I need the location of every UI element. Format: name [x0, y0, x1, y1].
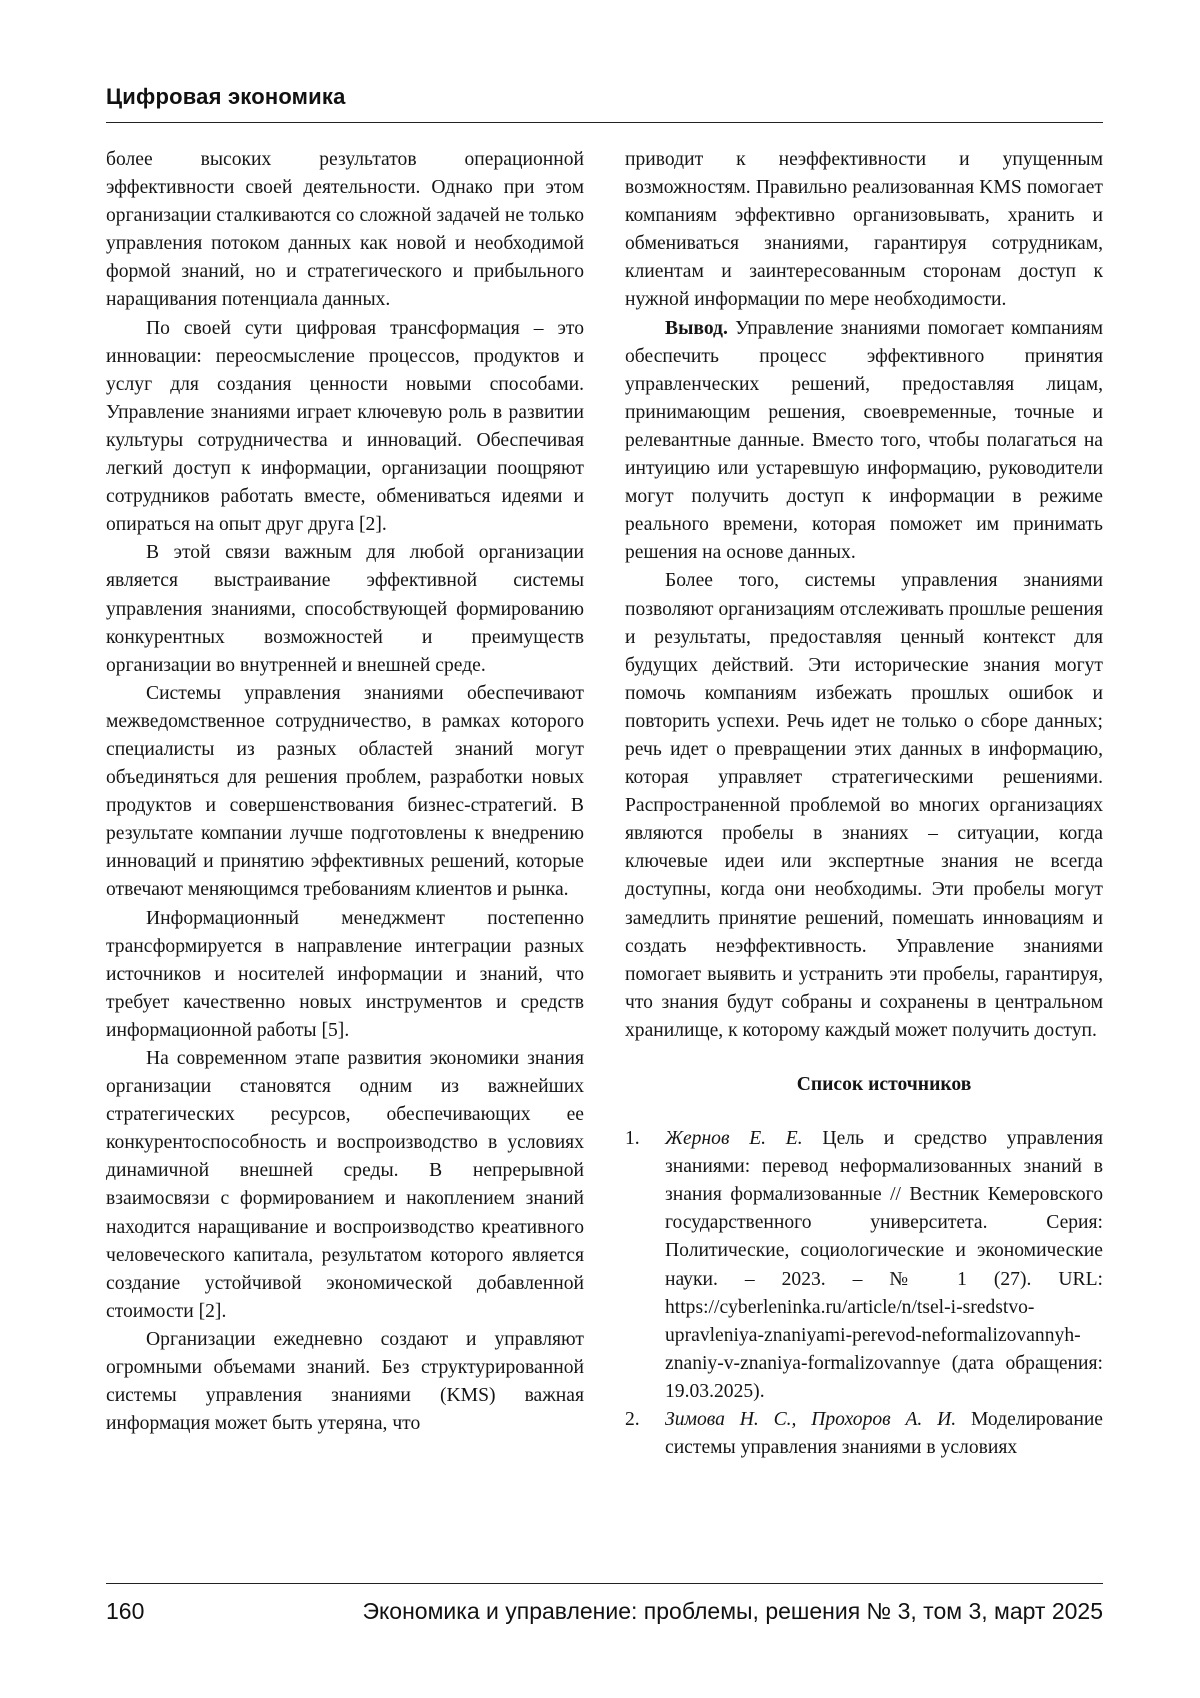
paragraph: более высоких результатов операционной эффективности своей деятельности. Однако при этом организации сталкиваются со сложной задачей не только управления потоком данных как новой и необходимой формой знаний, но и стратегического и прибыльного наращивания потенциала данных.	[106, 149, 584, 311]
reference-item	[625, 1125, 1103, 1406]
page-number: 160	[106, 1598, 145, 1624]
reference-number: 1.	[625, 1128, 640, 1150]
references-list	[625, 1125, 1103, 1462]
reference-text: Моделирование системы управления знаниями в условиях	[665, 1409, 1104, 1459]
left-column	[106, 146, 584, 1438]
conclusion-paragraph	[625, 315, 1103, 568]
references-title: Список источников	[796, 1074, 972, 1095]
conclusion-text: Управление знаниями помогает компаниям обеспечить процесс эффективного принятия управленческих решений, предоставляя лицам, принимающим решения, своевременные, точные и релевантные данные. Вместо того, чтобы полагаться на интуицию или устаревшую информацию, руководители могут получить доступ к информации в режиме реального времени, которая поможет им принимать решения на основе данных.	[625, 317, 1103, 564]
conclusion-label: Вывод.	[665, 317, 728, 339]
right-column	[625, 146, 1103, 1462]
paragraph: Системы управления знаниями обеспечивают межведомственное сотрудничество, в рамках которого специалисты из разных областей знаний могут объединяться для решения проблем, разработки новых продуктов и совершенствования бизнес-стратегий. В результате компании лучше подготовлены к внедрению инноваций и принятию эффективных решений, которые отвечают меняющимся требованиям клиентов и рынка.	[106, 682, 584, 901]
paragraph: Более того, системы управления знаниями позволяют организациям отслеживать прошлые решения и результаты, предоставляя ценный контекст для будущих действий. Эти исторические знания могут помочь компаниям избежать прошлых ошибок и повторить успехи. Речь идет не только о сборе данных; речь идет о превращении этих данных в информацию, которая управляет стратегическими решениями. Распространенной проблемой во многих организациях являются пробелы в знаниях – ситуации, когда ключевые идеи или экспертные знания не всегда доступны, когда они необходимы. Эти пробелы могут замедлить принятие решений, помешать инновациям и создать неэффективность. Управление знаниями помогает выявить и устранить эти пробелы, гарантируя, что знания будут собраны и сохранены в центральном хранилище, к которому каждый может получить доступ.	[625, 570, 1103, 1041]
reference-text: Цель и средство управления знаниями: перевод неформализованных знаний в знания формализованные // Вестник Кемеровского государственного университета. Серия: Политические, социологические и экономические науки. – 2023. – № 1 (27). URL: https://cyberleninka.ru/article/n/tsel-i-sredstvo-upravleniya-znaniyami-perevod-neformalizovannyh-znaniy-v-znaniya-formalizovannye (дата обращения: 19.03.2025).	[665, 1128, 1103, 1402]
reference-item	[625, 1406, 1103, 1462]
paragraph: В этой связи важным для любой организации является выстраивание эффективной системы управления знаниями, способствующей формированию конкурентных возможностей и преимуществ организации во внутренней и внешней среде.	[106, 542, 584, 676]
footer-rule	[106, 1583, 1103, 1584]
header-rule	[106, 122, 1103, 123]
paragraph: На современном этапе развития экономики знания организации становятся одним из важнейших стратегических ресурсов, обеспечивающих ее конкурентоспособность и воспроизводство в условиях динамичной внешней среды. В непрерывной взаимосвязи с формированием и накоплением знаний находится наращивание и воспроизводство креативного человеческого капитала, результатом которого является создание устойчивой экономической добавленной стоимости [2].	[106, 1048, 584, 1322]
paragraph: По своей сути цифровая трансформация – это инновации: переосмысление процессов, продуктов и услуг для создания ценности новыми способами. Управление знаниями играет ключевую роль в развитии культуры сотрудничества и инноваций. Обеспечивая легкий доступ к информации, организации поощряют сотрудников работать вместе, обмениваться идеями и опираться на опыт друг друга [2].	[106, 317, 584, 536]
paragraph: приводит к неэффективности и упущенным возможностям. Правильно реализованная KMS помогает компаниям эффективно организовывать, хранить и обмениваться знаниями, гарантируя сотрудникам, клиентам и заинтересованным сторонам доступ к нужной информации по мере необходимости.	[625, 149, 1103, 311]
reference-authors: Зимова Н. С., Прохоров А. И.	[665, 1409, 957, 1431]
reference-number: 2.	[625, 1409, 640, 1431]
reference-authors: Жернов Е. Е.	[665, 1128, 803, 1150]
section-title: Цифровая экономика	[106, 84, 346, 109]
journal-info: Экономика и управление: проблемы, решения № 3, том 3, март 2025	[362, 1598, 1103, 1624]
paragraph: Информационный менеджмент постепенно трансформируется в направление интеграции разных источников и носителей информации и знаний, что требует качественно новых инструментов и средств информационной работы [5].	[106, 907, 584, 1041]
paragraph: Организации ежедневно создают и управляют огромными объемами знаний. Без структурированной системы управления знаниями (KMS) важная информация может быть утеряна, что	[106, 1328, 584, 1435]
